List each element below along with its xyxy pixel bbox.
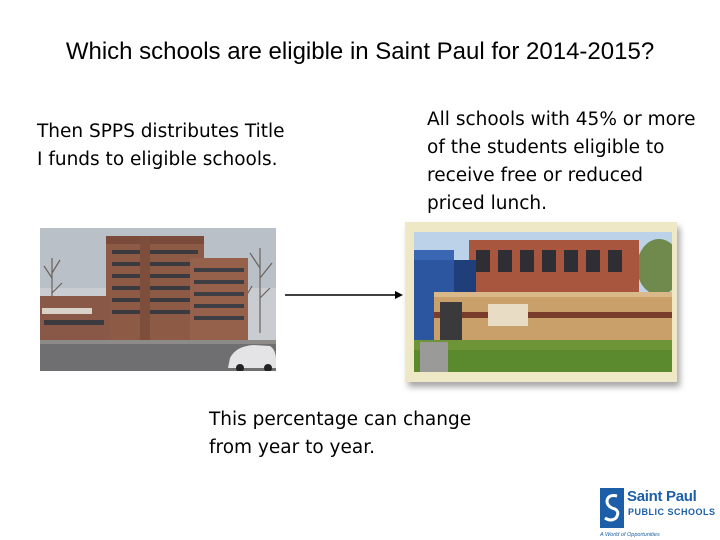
logo-subtitle: PUBLIC SCHOOLS bbox=[628, 507, 716, 517]
right-text: All schools with 45% or more of the students eligible to receive free or reduced priced lunch. bbox=[427, 109, 696, 214]
school-building-photo bbox=[414, 232, 672, 372]
bottom-text: This percentage can change from year to year. bbox=[209, 409, 472, 458]
right-arrow-icon bbox=[285, 286, 405, 304]
slide-title: Which schools are eligible in Saint Paul for 2014-2015? bbox=[65, 38, 655, 65]
logo-tagline: A World of Opportunities bbox=[600, 532, 660, 538]
district-building-photo bbox=[40, 228, 276, 371]
left-text: Then SPPS distributes Title I funds to eligible schools. bbox=[37, 121, 285, 170]
sp-logo-icon bbox=[600, 488, 624, 528]
saint-paul-public-schools-logo bbox=[600, 488, 716, 540]
logo-name: Saint Paul bbox=[627, 488, 697, 505]
